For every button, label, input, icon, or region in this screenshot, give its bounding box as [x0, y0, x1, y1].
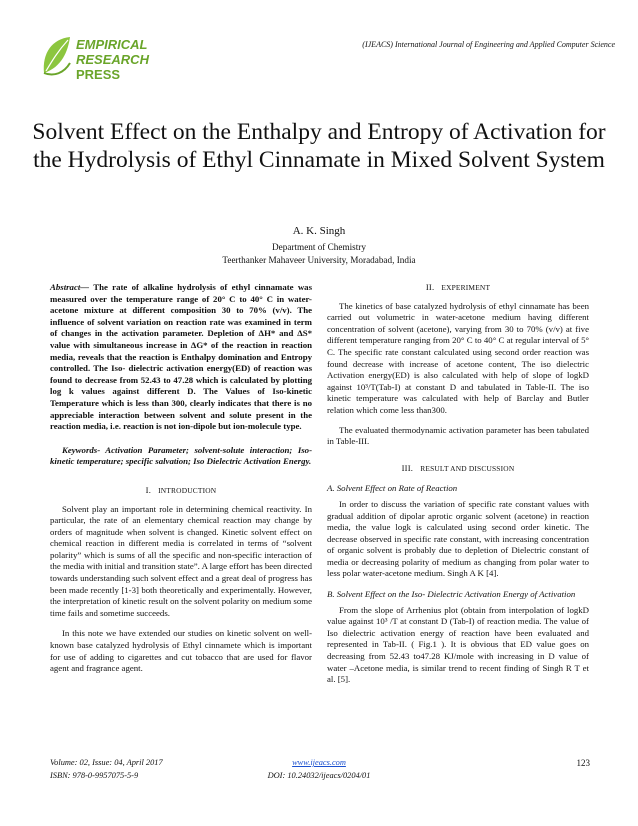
logo-text-1: EMPIRICAL [76, 37, 148, 52]
subsection-heading-b: B. Solvent Effect on the Iso- Dielectric Activation Energy of Activation [327, 589, 576, 600]
journal-header: (IJEACS) International Journal of Engineering and Applied Computer Science [362, 40, 615, 49]
section-number: III. [401, 462, 414, 473]
logo-text-2: RESEARCH [76, 52, 149, 67]
right-column [327, 282, 589, 686]
section-heading-results [327, 463, 589, 475]
results-paragraph-a: In order to discuss the variation of specific rate constant values with gradual addition of dipolar aprotic organic solvent (acetone) in reaction media, the value logk is calculated using second order kinetic. The decrease observed in specific rate constant, with increasing concentration of organic solvent is probably due to depletion of Dielectric constant of media or decreasing polarity of medium as changing from polar water to less polar water-acetone medium. Singh A K [4]. [327, 498, 589, 579]
footer-doi: DOI: 10.24032/ijeacs/0204/01 [267, 771, 371, 780]
section-heading-intro [50, 485, 312, 497]
author-department: Department of Chemistry [272, 242, 366, 252]
page-number: 123 [576, 758, 590, 768]
experiment-paragraph-1: The kinetics of base catalyzed hydrolysis of ethyl cinnamate has been carried out volumetric in water-acetone medium having different concentration of solvent (acetone), varying from 30 to 70% (v/v) at five different temperature ranging from 20° C to 40° C at regular interval of 5° C. The specific rate constant calculated using second order reaction was found decrease with increase of acetone content, The iso dielectric Activation energy(ED) is also calculated with help of slope of logkD against 10³/T(Tab-I) at constant D and tabulated in Table-II. The iso kinetic temperature was calculated with help of Barclay and Butler relation which come less than300. [327, 300, 589, 415]
intro-paragraph-1: Solvent play an important role in determining chemical reactivity. In particular, the rate of an elementary chemical reaction may change by orders of magnitude when solvent is changed. Kinetic solvent effect on chemical reaction in different media is correlated in terms of “solvent polarity” which is sums of all the specific and non-specific interaction of the media with initial and transition state”. A large effort has been directed towards understanding such solvent effect and a great deal of progress has been made recently [1-3] both theoretically and experimentally. However, the interpretation of kinetic result on the solvent polarity on medium some time fails and sometime succeeds. [50, 503, 312, 618]
footer-volume: Volume: 02, Issue: 04, April 2017 [50, 758, 163, 767]
subsection-heading-a: A. Solvent Effect on Rate of Reaction [327, 483, 458, 494]
results-paragraph-b: From the slope of Arrhenius plot (obtain from interpolation of logkD value against 10³ /T at constant D (Tab-I) of reaction media. The value of Iso dielectric activation energy of reaction have been evaluated and represented in Tab-II. ( Fig.1 ). It is obvious that ED value goes on decreasing from 52.43 to47.28 KJ/mole with increasing in D value of water –Acetone media, is similar trend to recent finding of Singh R T et al. [5]. [327, 604, 589, 685]
abstract-text: The rate of alkaline hydrolysis of ethyl cinnamate was measured over the temperature range of 20° C to 40° C in water-acetone mixture at different composition 30 to 70% (v/v). The influence of solvent variation on reaction rate was examined in term of changes in the activation parameter. Depletion of ΔH* and ΔS* value with simultaneous increase in ΔG* of the reaction in reaction media, reveals that the reaction is Enthalpy domination and Entropy controlled. The Iso- dielectric activation energy(ED) of reaction was found to decrease from 52.43 to 47.28 which is calculated by plotting log k values against different D. The Values of Iso-kinetic Temperature which is less than 300, clearly indicates that there is no appreciable interaction between solvent and solute present in the reaction media, i.e. reaction is not ion-dipole but ion-molecule type. [50, 282, 312, 432]
footer-isbn: ISBN: 978-0-9957075-5-9 [50, 771, 139, 780]
left-column [50, 282, 312, 675]
paper-title: Solvent Effect on the Enthalpy and Entropy of Activation for the Hydrolysis of Ethyl Cinnamate in Mixed Solvent System [32, 119, 606, 173]
author-name: A. K. Singh [292, 225, 346, 237]
intro-paragraph-2: In this note we have extended our studies on kinetic solvent on well-known base catalyzed hydrolysis of Ethyl cinnamete which is important for use of adding to cigarettes and cut tobacco that are used for flavor agent and fragrance agent. [50, 628, 312, 674]
section-title: EXPERIMENT [441, 283, 491, 292]
journal-url-link[interactable]: www.ijeacs.com [292, 758, 346, 767]
publisher-logo [40, 33, 158, 89]
section-number: II. [425, 282, 435, 292]
logo-text-3: PRESS [76, 67, 121, 82]
section-title: RESULT AND DISCUSSION [420, 463, 515, 473]
section-number: I. [145, 484, 152, 495]
logo-leaf-icon [44, 37, 70, 75]
abstract-label: Abstract— [50, 282, 90, 292]
author-affiliation [0, 241, 638, 266]
section-title: INTRODUCTION [158, 485, 217, 495]
section-heading-experiment [327, 282, 589, 294]
abstract [50, 282, 312, 433]
author-university: Teerthanker Mahaveer University, Moradabad, India [222, 254, 416, 265]
experiment-paragraph-2: The evaluated thermodynamic activation parameter has been tabulated in Table-III. [327, 424, 589, 447]
keywords: Keywords- Activation Parameter; solvent-solute interaction; Iso-kinetic temperature; specific salvation; Iso Dielectric Activation Energy. [50, 444, 312, 467]
